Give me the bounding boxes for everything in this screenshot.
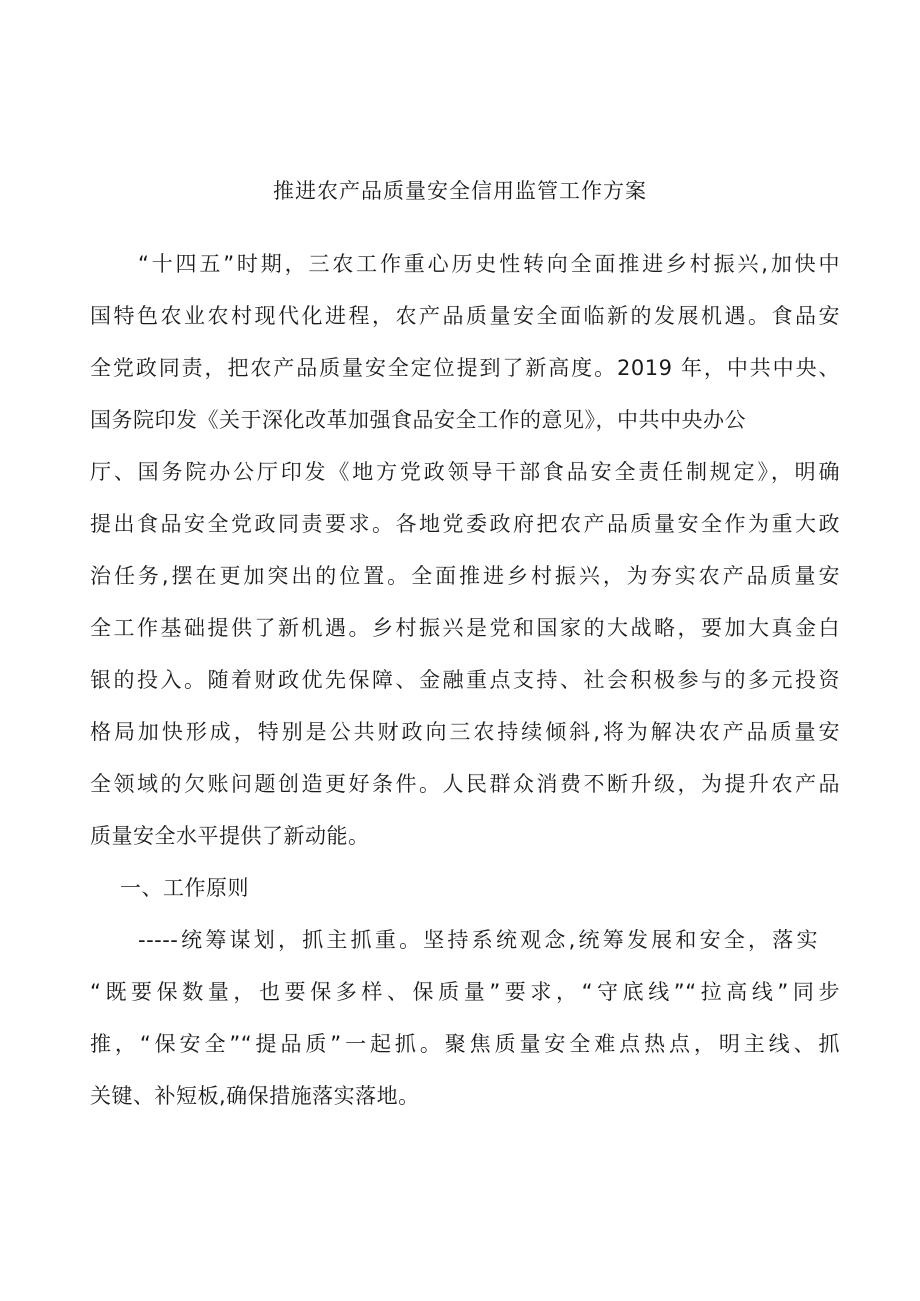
principle-line-2: “既要保数量，也要保多样、保质量”要求，“守底线”“拉高线”同步 [90, 980, 840, 1004]
principle-line-3: 推，“保安全”“提品质”一起抓。聚焦质量安全难点热点，明主线、抓 [90, 1032, 840, 1056]
principle-line-4: 关键、补短板,确保措施落实落地。 [90, 1084, 420, 1108]
intro-line-8: 全工作基础提供了新机遇。乡村振兴是党和国家的大战略，要加大真金白 [90, 616, 840, 640]
intro-line-5: 厅、国务院办公厅印发《地方党政领导干部食品安全责任制规定》，明确 [90, 460, 840, 484]
section-heading: 一、工作原则 [120, 876, 249, 900]
principle-line-1: -----统筹谋划，抓主抓重。坚持系统观念,统筹发展和安全，落实 [138, 928, 818, 952]
intro-line-3: 全党政同责，把农产品质量安全定位提到了新高度。2019 年，中共中央、 [90, 356, 840, 380]
intro-line-11: 全领域的欠账问题创造更好条件。人民群众消费不断升级，为提升农产品 [90, 772, 840, 796]
intro-line-7: 治任务,摆在更加突出的位置。全面推进乡村振兴，为夯实农产品质量安 [90, 564, 840, 588]
document-title: 推进农产品质量安全信用监管工作方案 [273, 179, 647, 203]
intro-line-2: 国特色农业农村现代化进程，农产品质量安全面临新的发展机遇。食品安 [90, 304, 840, 328]
intro-line-12: 质量安全水平提供了新动能。 [90, 824, 370, 848]
intro-line-6: 提出食品安全党政同责要求。各地党委政府把农产品质量安全作为重大政 [90, 512, 840, 536]
intro-line-4: 国务院印发《关于深化改革加强食品安全工作的意见》，中共中央办公 [90, 408, 746, 432]
intro-line-10: 格局加快形成，特别是公共财政向三农持续倾斜,将为解决农产品质量安 [90, 720, 840, 744]
intro-line-1: “十四五”时期，三农工作重心历史性转向全面推进乡村振兴,加快中 [138, 252, 840, 276]
intro-line-9: 银的投入。随着财政优先保障、金融重点支持、社会积极参与的多元投资 [90, 668, 840, 692]
